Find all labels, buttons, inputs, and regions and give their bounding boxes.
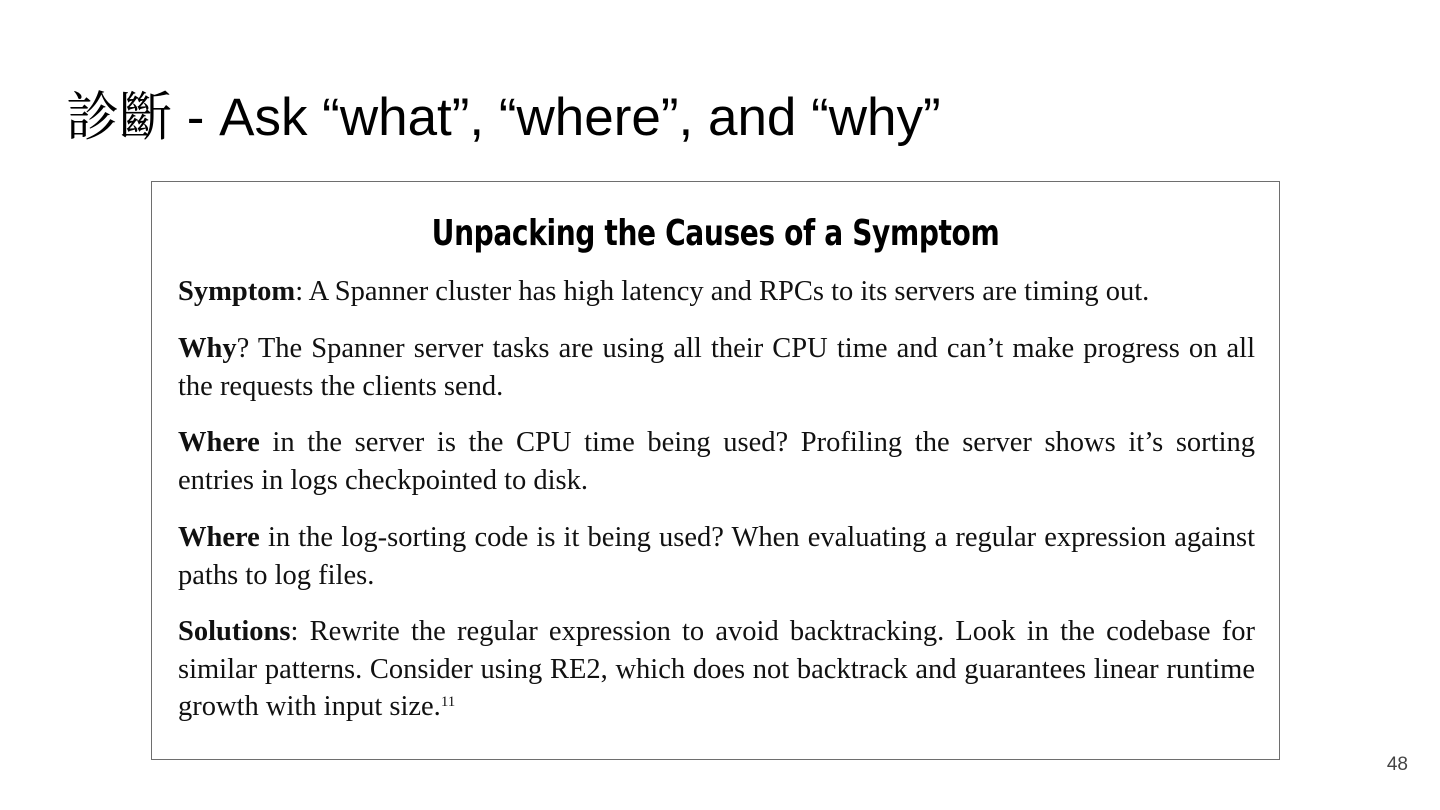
paragraph-where-server — [178, 424, 1255, 499]
paragraph-text: in the server is the CPU time being used? Profiling the server shows it’s sorting entries in logs checkpointed to disk. — [178, 427, 1255, 496]
paragraph-text: : A Spanner cluster has high latency and RPCs to its servers are timing out. — [295, 276, 1150, 307]
paragraph-lead: Where — [178, 522, 260, 553]
paragraph-why — [178, 330, 1255, 405]
paragraph-where-code — [178, 519, 1255, 594]
paragraph-lead: Solutions — [178, 616, 291, 647]
paragraph-solutions — [178, 613, 1255, 726]
page-number: 48 — [1386, 754, 1408, 775]
paragraph-lead: Symptom — [178, 276, 296, 307]
paragraph-text: in the log-sorting code is it being used? When evaluating a regular expression against paths to log files. — [178, 522, 1255, 591]
box-title: Unpacking the Causes of a Symptom — [431, 213, 1000, 254]
slide-title: 診斷 - Ask “what”, “where”, and “why” — [66, 88, 941, 147]
paragraph-text: ? The Spanner server tasks are using all their CPU time and can’t make progress on all the requests the clients send. — [178, 333, 1255, 402]
sidebar-box — [151, 181, 1280, 760]
paragraph-text: : Rewrite the regular expression to avoid backtracking. Look in the codebase for similar patterns. Consider using RE2, which does not backtrack and guarantees linear runtime growth with input size. — [178, 616, 1255, 722]
footnote-marker[interactable]: 11 — [440, 694, 456, 710]
paragraph-lead: Where — [178, 427, 260, 458]
paragraph-lead: Why — [178, 333, 237, 364]
paragraph-symptom — [178, 273, 1255, 311]
